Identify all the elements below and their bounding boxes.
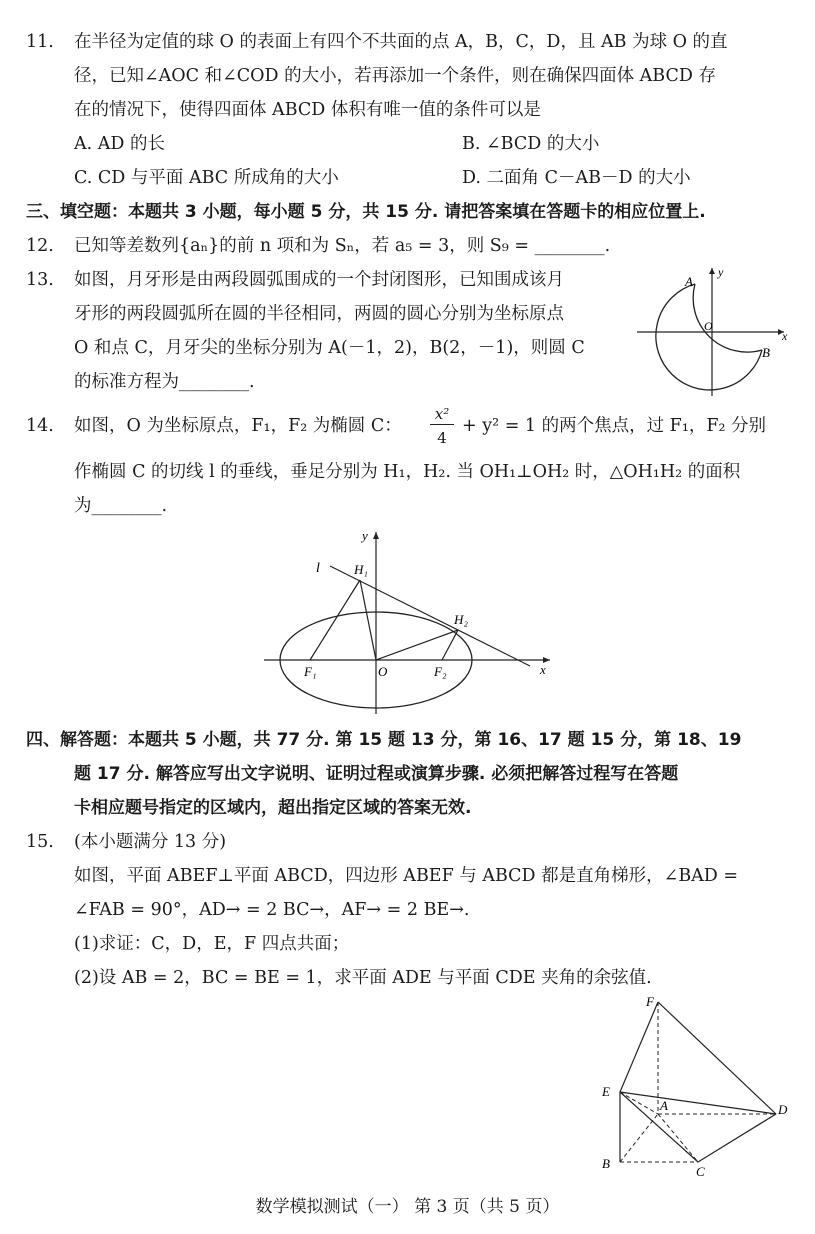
q14-number: 14. xyxy=(26,416,54,436)
q11-option-c: C. CD 与平面 ABC 所成角的大小 xyxy=(74,168,339,188)
q14-frac-denominator: 4 xyxy=(437,429,447,447)
q15-label-e: E xyxy=(602,1084,610,1099)
q11-text-3: 在的情况下，使得四面体 ABCD 体积有唯一值的条件可以是 xyxy=(74,100,541,120)
q13-crescent-figure xyxy=(632,262,792,402)
q14-label-f2: F₂ xyxy=(434,664,447,679)
page-footer: 数学模拟测试（一） 第 3 页（共 5 页） xyxy=(255,1197,560,1217)
q15-text-1: 如图，平面 ABEF⊥平面 ABCD，四边形 ABEF 与 ABCD 都是直角梯形，∠BAD = xyxy=(74,866,739,886)
q11-option-d: D. 二面角 C－AB－D 的大小 xyxy=(462,168,691,188)
q15-label-a: A xyxy=(660,1098,668,1113)
q15-edge-ac xyxy=(658,1114,698,1162)
q11-option-b: B. ∠BCD 的大小 xyxy=(462,134,600,154)
q15-text-2: ∠FAB = 90°，AD→ = 2 BC→，AF→ = 2 BE→. xyxy=(74,900,470,920)
section-4-heading-2: 题 17 分. 解答应写出文字说明、证明过程或演算步骤. 必须把解答过程写在答题 xyxy=(74,764,679,784)
q11-number: 11. xyxy=(26,32,54,52)
q14-text-1a: 如图，O 为坐标原点，F₁，F₂ 为椭圆 C： xyxy=(74,416,402,436)
section-4-heading-1: 四、解答题：本题共 5 小题，共 77 分. 第 15 题 13 分，第 16、17 题 15 分，第 18、19 xyxy=(26,730,742,750)
q15-edge-fd xyxy=(658,1002,776,1114)
q15-part-1-text: (1)求证：C，D，E，F 四点共面； xyxy=(74,934,350,954)
q13-text-3: O 和点 C，月牙尖的坐标分别为 A(－1，2)，B(2，－1)，则圆 C xyxy=(74,338,585,358)
q15-label-b: B xyxy=(602,1156,610,1171)
q15-label-d: D xyxy=(778,1102,788,1117)
q15-solid-figure xyxy=(596,994,796,1180)
q15-part-2-text: (2)设 AB = 2，BC = BE = 1，求平面 ADE 与平面 CDE 夹角的余弦值. xyxy=(74,968,652,988)
q15-label-c: C xyxy=(696,1164,705,1179)
q14-label-y: y xyxy=(362,528,368,543)
q12-number: 12. xyxy=(26,236,54,256)
q14-text-2: 作椭圆 C 的切线 l 的垂线，垂足分别为 H₁，H₂. 当 OH₁⊥OH₂ 时，△OH₁H₂ 的面积 xyxy=(74,462,741,482)
q14-y-arrow xyxy=(373,532,379,539)
section-4-heading-3: 卡相应题号指定的区域内，超出指定区域的答案无效. xyxy=(74,798,472,818)
q13-label-o: O xyxy=(704,319,713,333)
q14-ellipse-figure xyxy=(258,524,568,720)
q14-text-3: 为________. xyxy=(74,496,168,516)
q13-number: 13. xyxy=(26,270,54,290)
q15-edge-ed xyxy=(620,1092,776,1114)
q14-f1-h1 xyxy=(310,580,360,660)
q14-frac-numerator: x² xyxy=(434,405,450,423)
section-3-heading: 三、填空题：本题共 3 小题，每小题 5 分，共 15 分. 请把答案填在答题卡的相应位置上. xyxy=(26,202,706,222)
q14-frac-bar xyxy=(430,424,454,425)
q14-label-h1: H₁ xyxy=(354,562,368,577)
q13-label-a: A xyxy=(685,274,693,289)
q13-text-2: 牙形的两段圆弧所在圆的半径相同，两圆的圆心分别为坐标原点 xyxy=(74,304,564,324)
q11-text-2: 径，已知∠AOC 和∠COD 的大小，若再添加一个条件，则在确保四面体 ABCD 存 xyxy=(74,66,716,86)
q15-label-f: F xyxy=(646,994,654,1009)
q14-label-h2: H₂ xyxy=(454,612,468,627)
q14-label-x: x xyxy=(540,662,546,677)
q13-y-arrow xyxy=(709,268,715,274)
q13-text-1: 如图，月牙形是由两段圆弧围成的一个封闭图形，已知围成该月 xyxy=(74,270,564,290)
q14-label-f1: F₁ xyxy=(304,664,317,679)
q15-number: 15. xyxy=(26,832,54,852)
q15-score: (本小题满分 13 分) xyxy=(74,832,227,852)
q15-edge-cd xyxy=(698,1114,776,1162)
q13-label-x: x xyxy=(782,329,788,343)
q14-label-o: O xyxy=(378,664,388,679)
q14-o-h2 xyxy=(376,630,458,660)
q11-option-a: A. AD 的长 xyxy=(74,134,165,154)
q12-text: 已知等差数列{aₙ}的前 n 项和为 Sₙ，若 a₅ = 3，则 S₉ = ________. xyxy=(74,236,611,256)
q13-text-4: 的标准方程为________. xyxy=(74,372,255,392)
q14-o-h1 xyxy=(360,580,376,660)
q11-text-1: 在半径为定值的球 O 的表面上有四个不共面的点 A，B，C，D，且 AB 为球 O 的直 xyxy=(74,32,728,52)
q14-label-l: l xyxy=(316,561,320,576)
q15-edge-ba xyxy=(620,1114,658,1162)
q15-edge-ea xyxy=(620,1092,658,1114)
q15-edge-fe xyxy=(620,1002,658,1092)
q15-edge-ec xyxy=(620,1092,698,1162)
q14-text-1b: + y² = 1 的两个焦点，过 F₁，F₂ 分别 xyxy=(462,416,767,436)
q13-label-y: y xyxy=(718,265,724,279)
q13-label-b: B xyxy=(762,345,770,360)
